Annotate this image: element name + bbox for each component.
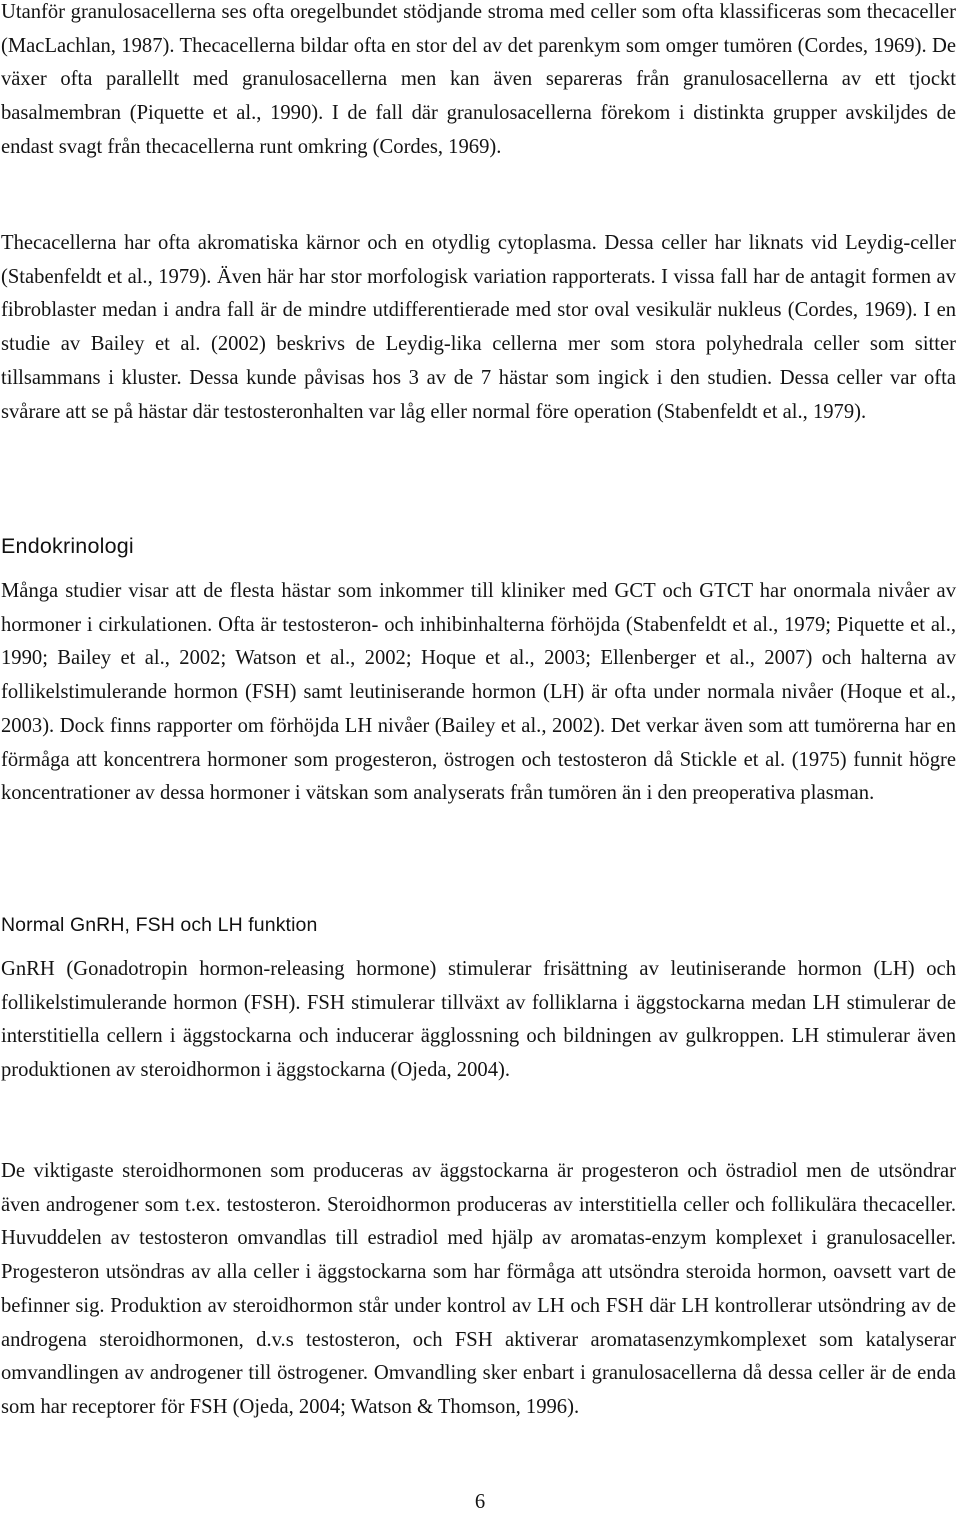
paragraph-thecaceller-stroma: Utanför granulosacellerna ses ofta oregelbundet stödjande stroma med celler som ofta klassificeras som thecaceller (MacLachlan, 1987). Thecacellerna bildar ofta en stor del av det parenkym som omger tumören (Cordes, 1969). De växer ofta parallellt med granulosacellerna men kan även separeras från granulosacellerna av ett tjockt basalmembran (Piquette et al., 1990). I de fall där granulosacellerna förekom i distinkta grupper avskiljdes de endast svagt från thecacellerna runt omkring (Cordes, 1969). [1, 1, 956, 158]
heading-endokrinologi: Endokrinologi [1, 534, 134, 558]
page-number: 6 [474, 1491, 486, 1513]
paragraph-hormonnivaer: Många studier visar att de flesta hästar som inkommer till kliniker med GCT och GTCT har onormala nivåer av hormoner i cirkulationen. Ofta är testosteron- och inhibinhalterna förhöjda (Stabenfeldt et al., 1979; Piquette et al., 1990; Bailey et al., 2002; Watson et al., 2002; Hoque et al., 2003; Ellenberger et al., 2007) och halterna av follikelstimulerande hormon (FSH) samt leutiniserande hormon (LH) är ofta under normala nivåer (Hoque et al., 2003). Dock finns rapporter om förhöjda LH nivåer (Bailey et al., 2002). Det verkar även som att tumörerna har en förmåga att koncentrera hormoner som progesteron, östrogen och testosteron då Stickle et al. (1975) funnit högre koncentrationer av dessa hormoner i vätskan som analyserats från tumören än i den preoperativa plasman. [1, 580, 956, 805]
paragraph-steroidhormon: De viktigaste steroidhormonen som produceras av äggstockarna är progesteron och östradiol men de utsöndrar även androgener som t.ex. testosteron. Steroidhormon produceras av interstitiella celler och follikulära thecaceller. Huvuddelen av testosteron omvandlas till estradiol med hjälp av aromatas-enzym komplexet i granulosaceller. Progesteron utsöndras av alla celler i äggstockarna som har förmåga att utsöndra steroida hormon, oavsett vart de befinner sig. Produktion av steroidhormon står under kontrol av LH och FSH där LH kontrollerar utsöndring av de androgena steroidhormonen, d.v.s testosteron, och FSH aktiverar aromatasenzymkomplexet som katalyserar omvandlingen av androgener till östrogener. Omvandling sker enbart i granulosacellerna då dessa celler är de enda som har receptorer för FSH (Ojeda, 2004; Watson & Thomson, 1996). [1, 1160, 956, 1418]
paragraph-gnrh-funktion: GnRH (Gonadotropin hormon-releasing hormone) stimulerar frisättning av leutiniserande hormon (LH) och follikelstimulerande hormon (FSH). FSH stimulerar tillväxt av folliklarna i äggstockarna medan LH stimulerar de interstitiella cellern i äggstockarna och inducerar ägglossning och bildningen av gulkroppen. LH stimulerar även produktionen av steroidhormon i äggstockarna (Ojeda, 2004). [1, 958, 956, 1082]
paragraph-thecaceller-morfologi: Thecacellerna har ofta akromatiska kärnor och en otydlig cytoplasma. Dessa celler har liknats vid Leydig-celler (Stabenfeldt et al., 1979). Även här har stor morfologisk variation rapporterats. I vissa fall har de antagit formen av fibroblaster medan i andra fall är de mindre utdifferentierade med stor oval vesikulär nukleus (Cordes, 1969). I en studie av Bailey et al. (2002) beskrivs de Leydig-lika cellerna mer som stora polyhedrala celler som sitter tillsammans i kluster. Dessa kunde påvisas hos 3 av de 7 hästar som ingick i den studien. Dessa celler var ofta svårare att se på hästar där testosteronhalten var låg eller normal före operation (Stabenfeldt et al., 1979). [1, 232, 956, 423]
heading-gnrh-fsh-lh: Normal GnRH, FSH och LH funktion [1, 914, 318, 936]
